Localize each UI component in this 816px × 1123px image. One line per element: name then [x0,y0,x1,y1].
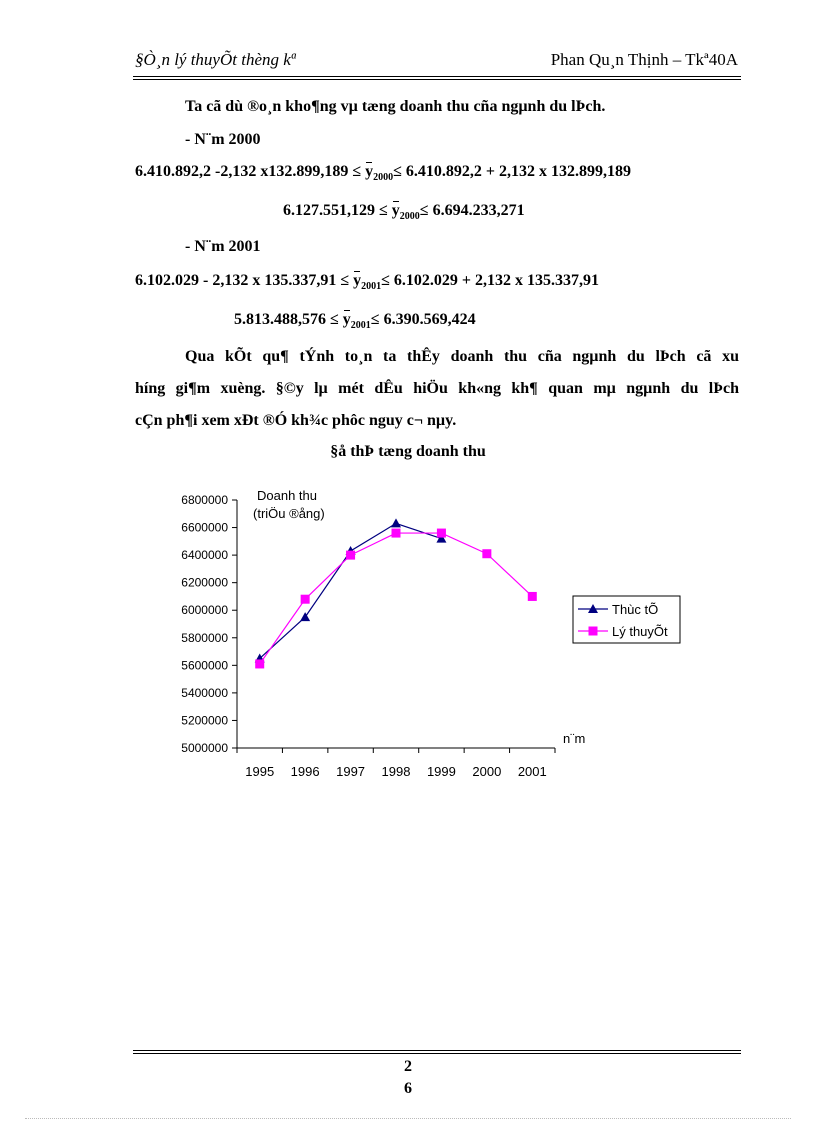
data-point-square [482,549,491,558]
legend-marker-square [589,627,598,636]
paragraph-line-1: Qua kÕt qu¶ tÝnh to¸n ta thÊy doanh thu cña ngµnh du lÞch cã xu [185,348,739,365]
data-point-triangle [300,612,310,621]
y-tick-label: 5200000 [181,713,228,728]
eq2000-right: ≤ 6.410.892,2 + 2,132 x 132.899,189 [393,163,632,180]
eq2001-left: 6.102.029 - 2,132 x 135.337,91 ≤ [135,272,354,289]
y-tick-label: 5800000 [181,630,228,645]
ybar-sub: 2001 [350,320,371,331]
page-number-line-1: 2 [404,1058,412,1075]
data-point-square [255,659,264,668]
y-tick-label: 6600000 [181,520,228,535]
legend-label-2: Lý thuyÕt [612,624,668,639]
x-tick-label: 2000 [472,764,502,779]
x-tick-label: 2001 [517,764,547,779]
footer-rule [133,1050,741,1051]
x-tick-label: 1996 [290,764,320,779]
series-line-2 [260,533,533,664]
data-point-square [346,551,355,560]
header-title: §Ò¸n lý thuyÕt thèng kª [135,50,296,69]
y-tick-label: 5400000 [181,685,228,700]
header-author: Phan Qu¸n Thịnh – Tkª40A [550,50,738,69]
data-point-square [437,529,446,538]
y-tick-label: 6200000 [181,575,228,590]
ybar-sub: 2000 [399,211,420,222]
res2001-right: ≤ 6.390.569,424 [370,311,476,328]
series-line-1 [260,523,442,658]
year-2000-label: - N¨m 2000 [185,131,261,148]
x-tick-label: 1999 [426,764,456,779]
x-tick-label: 1998 [381,764,411,779]
result-2000 [283,202,525,222]
equation-2001 [135,272,599,292]
res2001-left: 5.813.488,576 ≤ [234,311,343,328]
ybar-symbol: y [342,311,351,328]
year-2001-label: - N¨m 2001 [185,238,261,255]
data-point-triangle [391,518,401,527]
y-tick-label: 6400000 [181,548,228,563]
data-point-square [528,592,537,601]
legend-label-1: Thùc tÕ [612,602,659,617]
ybar-symbol: y [391,202,400,219]
header-rule [133,76,741,77]
x-axis-title: n¨m [563,731,586,746]
ybar-symbol: y [365,163,374,180]
eq2000-left: 6.410.892,2 -2,132 x132.899,189 ≤ [135,163,366,180]
data-point-square [301,595,310,604]
ybar-symbol: y [353,272,362,289]
footer-rule-2 [133,1053,741,1054]
equation-2000 [135,163,631,183]
y-axis-title: Doanh thu [257,488,317,503]
ybar-sub: 2001 [361,281,382,292]
line-chart [150,478,710,788]
x-tick-label: 1995 [245,764,275,779]
y-tick-label: 6800000 [181,493,228,507]
paragraph-line-3: cÇn ph¶i xem xÐt ®Ó kh¾c phôc nguy c¬ nµy. [135,412,457,429]
res2000-right: ≤ 6.694.233,271 [419,202,525,219]
page-bottom-dotted-rule [25,1118,791,1119]
y-tick-label: 5000000 [181,741,228,755]
eq2001-right: ≤ 6.102.029 + 2,132 x 135.337,91 [381,272,600,289]
page-number-line-2: 6 [404,1080,412,1097]
res2000-left: 6.127.551,129 ≤ [283,202,392,219]
ybar-sub: 2000 [373,172,394,183]
y-tick-label: 6000000 [181,603,228,618]
data-point-square [392,529,401,538]
paragraph-line-2: híng gi¶m xuèng. §©y lµ mét dÊu hiÖu kh«ng kh¶ quan mµ ngµnh du lÞch [135,380,739,397]
x-tick-label: 1997 [336,764,366,779]
result-2001 [234,311,476,331]
y-tick-label: 5600000 [181,658,228,673]
header-rule-2 [133,79,741,80]
y-axis-title-unit: (triÖu ®ång) [253,506,325,521]
chart-title: §å thÞ tæng doanh thu [330,443,486,460]
intro-line: Ta cã dù ®o¸n kho¶ng vµ tæng doanh thu cña ngµnh du lÞch. [185,98,606,115]
